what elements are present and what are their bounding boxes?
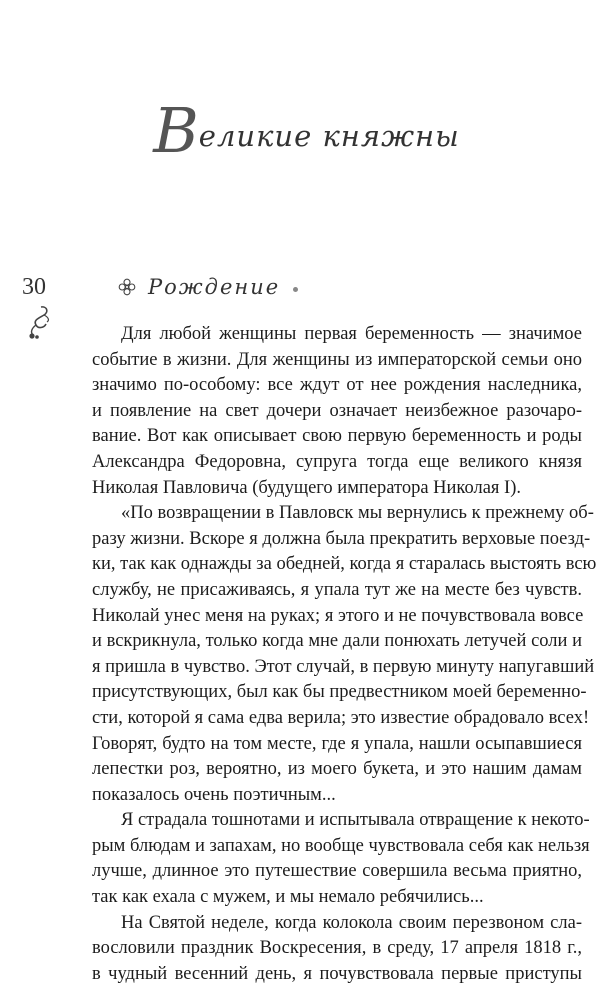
section-heading: [118, 270, 280, 304]
text-line: событие в жизни. Для женщины из императорской семьи оно: [92, 349, 582, 370]
text-line: и появление на свет дочери означает неизбежное разочаро-: [92, 400, 582, 421]
text-line: «По возвращении в Павловск мы вернулись к прежнему об-: [121, 503, 594, 524]
text-line: разу жизни. Вскоре я должна была прекратить верховые поезд-: [92, 528, 591, 549]
text-line: На Святой неделе, когда колокола своим перезвоном сла-: [121, 912, 582, 933]
chapter-title: [0, 88, 613, 168]
text-line: Николая Павловича (будущего императора Николая I).: [92, 477, 522, 498]
text-line: рым блюдам и запахам, но вообще чувствовала себя как нельзя: [92, 835, 590, 856]
text-line: вание. Вот как описывает свою первую беременность и роды: [92, 426, 582, 447]
text-line: так как ехала с мужем, и мы немало ребячились...: [92, 887, 484, 908]
section-dot: [293, 287, 298, 292]
text-line: лучше, длинное это путешествие совершила весьма приятно,: [92, 861, 582, 882]
body-text: [92, 322, 597, 987]
text-line: и вскрикнула, только когда мне дали понюхать летучей соли и: [92, 631, 582, 652]
margin-ornament-icon: [24, 304, 54, 340]
text-line: присутствующих, был как бы предвестником моей беременно-: [92, 682, 587, 703]
page-number: 30: [22, 274, 46, 300]
text-line: Николай унес меня на руках; я этого и не почувствовала вовсе: [92, 605, 584, 626]
text-line: в чудный весенний день, я почувствовала первые приступы: [92, 963, 582, 984]
section-title: Рождение: [148, 275, 281, 299]
text-line: вословили праздник Воскресения, в среду, 17 апреля 1818 г.,: [92, 938, 582, 959]
text-line: Для любой женщины первая беременность — значимое: [121, 324, 582, 344]
chapter-title-text: еликие княжны: [198, 119, 460, 153]
text-line: Я страдала тошнотами и испытывала отвращение к некото-: [121, 810, 590, 831]
text-line: ки, так как однажды за обедней, когда я старалась выстоять всю: [92, 554, 597, 575]
text-line: лепестки роз, вероятно, из моего букета, и это нашим дамам: [92, 759, 582, 780]
text-line: сти, которой я сама едва верила; это известие обрадовало всех!: [92, 707, 590, 728]
text-line: показалось очень поэтичным...: [92, 784, 336, 805]
text-line: я пришла в чувство. Этот случай, в первую минуту напугавший: [92, 656, 595, 677]
text-line: Говорят, будто на том месте, где я упала, нашли осыпавшиеся: [92, 733, 582, 754]
flower-ornament-icon: [118, 278, 136, 296]
text-line: Александра Федоровна, супруга тогда еще великого князя: [92, 451, 582, 472]
chapter-title-initial: В: [153, 94, 197, 167]
text-line: службу, не присаживаясь, я упала тут же на месте без чувств.: [92, 579, 582, 600]
text-line: значимо по-особому: все ждут от нее рождения наследника,: [92, 375, 582, 396]
